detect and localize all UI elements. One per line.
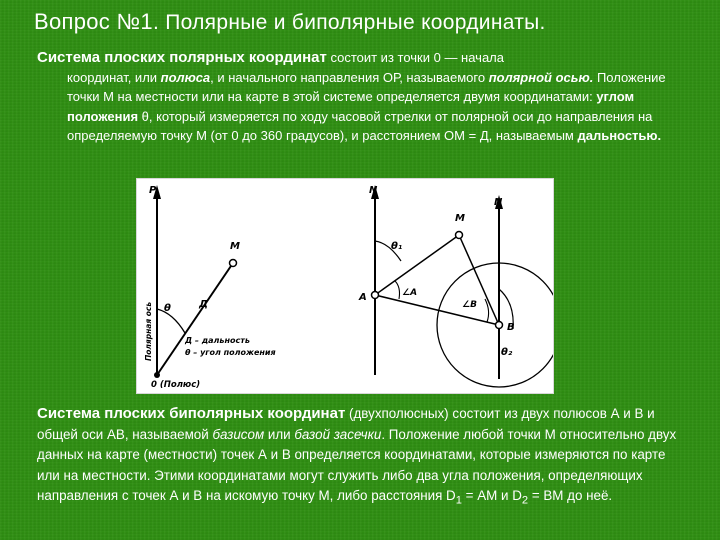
- polar-text-8: θ, который измеряется по ходу часовой стрелки от полярной оси до направления на определяемую точку М (от 0 до 360 градусов), и расстоянием ОМ = Д, называемым: [67, 108, 653, 144]
- polar-paragraph: [37, 48, 687, 146]
- ray-a-to-m: [375, 235, 459, 295]
- polar-radius-line: [157, 263, 233, 375]
- label-theta1: θ₁: [391, 241, 403, 252]
- label-angle-a: ∠A: [402, 288, 418, 298]
- bipolar-diagram: [358, 185, 553, 387]
- point-m-right-marker: [456, 232, 463, 239]
- label-a: A: [359, 292, 367, 303]
- label-theta2: θ₂: [501, 347, 513, 358]
- point-b-marker: [496, 322, 503, 329]
- point-a-marker: [372, 292, 379, 299]
- slide-title: [34, 9, 714, 35]
- bipolar-text-7: = ВМ до неё.: [528, 488, 613, 504]
- angle-arc-b-inner: [485, 299, 489, 322]
- polar-text-4: , и начального направления ОР, называемого: [210, 69, 489, 85]
- bipolar-term-basis: базисом: [212, 426, 265, 442]
- polar-term-pole: полюса: [160, 69, 211, 85]
- polar-term-angle: углом положения: [67, 89, 635, 124]
- polar-text-2: координат, или: [67, 69, 161, 85]
- bipolar-text-6: = АМ и D: [461, 488, 522, 504]
- bipolar-sub-1: 1: [455, 495, 462, 508]
- angle-arc-a-inner: [395, 281, 400, 299]
- label-angle-b: ∠B: [462, 300, 477, 310]
- bipolar-text-1: (двухполюсных) состоит из двух полюсов А и В и общей оси АВ, называемой: [37, 406, 655, 442]
- label-p: P: [149, 185, 157, 196]
- label-b: B: [507, 322, 515, 333]
- polar-lead: Система плоских полярных координат: [37, 49, 327, 66]
- pole-marker: [154, 372, 160, 378]
- polar-text-1: состоит из точки 0 — начала: [326, 50, 504, 65]
- label-n-b: N: [494, 197, 503, 208]
- bipolar-sub-2: 2: [521, 495, 529, 508]
- polar-text-6: Положение точки М на местности или на карте в этой системе определяется двумя координатами:: [67, 69, 666, 105]
- figure-svg: [137, 179, 553, 393]
- polar-term-range: дальностью.: [577, 128, 662, 144]
- bipolar-text-5: . Положение любой точки М относительно двух данных на карте (местности) точек А и В определяется координатами, которые измеряются по карте или на местности. Этими координатами могут служить либо два угла положения, определяющих направления с точек А и В на искомую точку М, либо расстояния D: [37, 426, 677, 504]
- coordinate-systems-figure: [136, 178, 554, 394]
- title-question-number: Вопрос №1: [34, 9, 153, 34]
- label-d: Д: [199, 299, 208, 310]
- bipolar-term-base: базой засечки: [294, 426, 382, 442]
- polar-angle-arc: [157, 309, 185, 333]
- polar-diagram: [144, 185, 276, 390]
- point-m-marker: [230, 260, 237, 267]
- bipolar-lead: Система плоских биполярных координат: [37, 405, 346, 422]
- label-pole: 0 (Полюс): [151, 380, 201, 390]
- ray-b-to-m: [459, 235, 499, 325]
- polar-body: [37, 68, 687, 146]
- polar-term-axis: полярной осью.: [488, 69, 594, 85]
- title-topic: . Полярные и биполярные координаты.: [152, 11, 546, 34]
- label-m-left: M: [230, 241, 240, 252]
- label-theta-left: θ: [164, 303, 171, 314]
- legend-range: Д – дальность: [185, 336, 250, 345]
- bipolar-text-3: или: [264, 426, 295, 442]
- label-m-right: M: [455, 213, 465, 224]
- legend-angle: θ – угол положения: [185, 348, 276, 357]
- label-n-a: N: [369, 185, 378, 196]
- bipolar-paragraph: [37, 404, 687, 512]
- label-polar-axis: Полярная ось: [144, 301, 153, 361]
